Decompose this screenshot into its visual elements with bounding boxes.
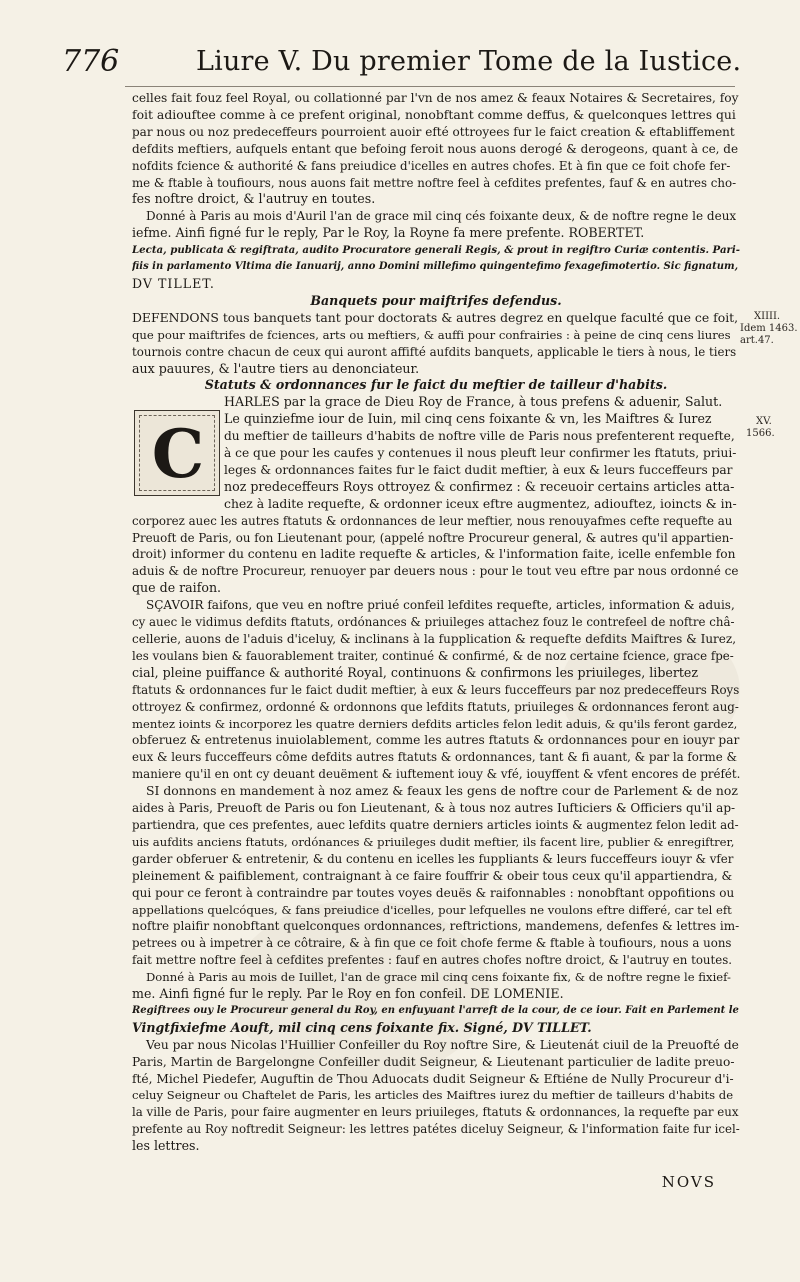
initial-letter: C — [151, 415, 205, 493]
text-line: Preuoft de Paris, ou fon Lieutenant pour, (appelé noftre Procureur general, & autres qu'il appartien- — [132, 530, 734, 545]
text-line: à ce que pour les caufes y contenues il nous pleuft leur confirmer les ftatuts, priui- — [224, 446, 737, 461]
text-line: la ville de Paris, pour faire augmenter en leurs priuileges, ftatuts & ordonnances, la requefte par eux — [132, 1105, 739, 1120]
margin-note-line: XV. — [756, 416, 772, 427]
text-line: cellerie, auons de l'aduis d'iceluy, & inclinans à la fupplication & requefte defdits Maiftres & Iurez, — [132, 632, 737, 646]
text-line: celuy Seigneur ou Chaftelet de Paris, les articles des Maiftres iurez du meftier de tailleurs d'habits de — [132, 1088, 734, 1103]
text-line: obferuez & entretenus inuiolablement, comme les autres ftatuts & ordonnances pour en iouyr par — [132, 733, 740, 748]
text-line: qui pour ce feront à contraindre par toutes voyes deuës & raifonnables : nonobftant oppofitions ou — [132, 885, 735, 900]
text-line: eux & leurs fucceffeurs côme defdits autres ftatuts & ordonnances, tant & fi auant, & par la forme & — [132, 750, 737, 765]
text-line: Veu par nous Nicolas l'Huillier Confeiller du Roy noftre Sire, & Lieutenát ciuil de la Preuofté de — [146, 1037, 739, 1052]
text-line: nofdits fcience & authorité & fans preiudice d'icelles en autres chofes. Et à fin que ce foit chofe fer- — [132, 158, 731, 173]
text-line: SI donnons en mandement à noz amez & feaux les gens de noftre cour de Parlement & de noz — [146, 783, 738, 799]
page-number: 776 — [62, 44, 120, 79]
margin-note-line: 1566. — [746, 428, 775, 439]
text-line: cial, pleine puiffance & authorité Royal, continuons & confirmons les priuileges, libertez — [132, 664, 699, 680]
text-line: mentez ioints & incorporez les quatre derniers defdits articles felon ledit aduis, & qu'ils feront gardez, — [132, 716, 738, 731]
text-line: droit) informer du contenu en ladite requefte & articles, & l'information faite, icelle enfemble fon — [132, 547, 736, 562]
text-line: corporez auec les autres ftatuts & ordonnances de leur meftier, nous renouyafmes cefte requefte au — [132, 513, 733, 528]
registration-line: Vingtfixiefme Aouft, mil cinq cens foixante fix. Signé, DV TILLET. — [132, 1019, 592, 1035]
signature-line: iefme. Ainfi figné fur le reply, Par le Roy, la Royne fa mere prefente. ROBERTET. — [132, 225, 645, 241]
text-line: SÇAVOIR faifons, que veu en noftre priué confeil lefdites requefte, articles, information & aduis, — [146, 598, 735, 613]
margin-note-15 — [746, 416, 775, 440]
catchword: NOVS — [661, 1173, 716, 1191]
text-line: HARLES par la grace de Dieu Roy de France, à tous prefens & aduenir, Salut. — [224, 394, 723, 410]
text-line: que pour maiftrifes de fciences, arts ou meftiers, & auffi pour confrairies : à peine de cinq cens liures — [132, 327, 731, 342]
text-line: prefente au Roy noftredit Seigneur: les lettres patétes diceluy Seigneur, & l'information faite fur icel- — [132, 1122, 740, 1137]
text-line: uis aufdits anciens ftatuts, ordónances & priuileges dudit meftier, ils facent lire, publier & enregiftrer, — [132, 834, 735, 849]
signature-line: DV TILLET. — [132, 275, 215, 291]
text-line: ftatuts & ordonnances fur le faict dudit meftier, à eux & leurs fucceffeurs par noz predeceffeurs Roys — [132, 682, 740, 697]
margin-note-line: XIIII. — [754, 311, 781, 322]
text-line: noftre plaifir nonobftant quelconques ordonnances, reftrictions, mandemens, defenfes & lettres im- — [132, 919, 740, 934]
text-line: Le quinziefme iour de Iuin, mil cinq cens foixante & vn, les Maiftres & Iurez — [224, 411, 712, 427]
section-heading: Statuts & ordonnances fur le faict du meftier de tailleur d'habits. — [204, 377, 668, 393]
text-line: Donné à Paris au mois de Iuillet, l'an de grace mil cinq cens foixante fix, & de noftre regne le fixief- — [146, 970, 731, 985]
text-line: noz predeceffeurs Roys ottroyez & confirmez : & receuoir certains articles atta- — [224, 478, 735, 494]
running-head: Liure V. Du premier Tome de la Iustice. — [196, 46, 742, 77]
margin-note-14 — [740, 311, 798, 347]
text-line: par nous ou noz predeceffeurs pourroient auoir efté ottroyees fur le faict creation & eftabliffement — [132, 124, 735, 139]
text-line: aduis & de noftre Procureur, renuoyer par deuers nous : pour le tout veu eftre par nous ordonné ce — [132, 564, 739, 579]
text-line: celles fait fouz feel Royal, ou collationné par l'vn de nos amez & feaux Notaires & Secretaires, foy — [132, 91, 739, 105]
header-rule — [125, 86, 735, 87]
signature-line: me. Ainfi figné fur le reply. Par le Roy en fon confeil. DE LOMENIE. — [132, 986, 564, 1002]
text-line: les lettres. — [132, 1138, 200, 1154]
text-line: maniere qu'il en ont cy deuant deuëment & iuftement iouy & vfé, iouyffent & vfent encores de préfét. — [132, 767, 740, 782]
text-line: foit adiouftee comme à ce prefent original, nonobftant comme deffus, & quelconques lettres qui — [132, 106, 736, 122]
text-block — [132, 90, 740, 1155]
margin-note-line: art.47. — [740, 335, 774, 346]
text-line: fes noftre droict, & l'autruy en toutes. — [132, 191, 376, 207]
text-line: appellations quelcóques, & fans preiudice d'icelles, pour lefquelles ne voulons eftre differé, car tel eft — [132, 902, 732, 917]
text-line: leges & ordonnances faites fur le faict dudit meftier, à eux & leurs fucceffeurs par — [224, 462, 733, 477]
text-line: partiendra, que ces prefentes, auec lefdits quatre derniers articles ioints & augmentez felon ledit ad- — [132, 817, 739, 832]
latin-registration-line: Lecta, publicata & regiftrata, audito Procuratore generali Regis, & prout in regiftro Curiæ contentis. Pari- — [132, 244, 740, 257]
text-line: cy auec le vidimus defdits ftatuts, ordónances & priuileges attachez fouz le contrefeel de noftre châ- — [132, 615, 735, 630]
text-line: Paris, Martin de Bargelongne Confeiller dudit Seigneur, & Lieutenant particulier de ladite preuo- — [132, 1054, 735, 1069]
text-line: garder obferuer & entretenir, & du contenu en icelles les fuppliants & leurs fucceffeurs iouyr & vfer — [132, 851, 734, 866]
text-line: ottroyez & confirmez, ordonné & ordonnons que lefdits ftatuts, priuileges & ordonnances feront aug- — [132, 699, 739, 714]
text-line: pleinement & paifiblement, contraignant à ce faire fouffrir & obeir tous ceux qu'il appartiendra, & — [132, 868, 733, 883]
text-line: me & ftable à toufiours, nous auons fait mettre noftre feel à cefdites prefentes, fauf & en autres cho- — [132, 175, 737, 190]
text-line: fté, Michel Piedefer, Auguftin de Thou Aduocats dudit Seigneur & Eftiéne de Nully Procureur d'i- — [132, 1071, 734, 1086]
latin-registration-line: fiis in parlamento Vltima die Ianuarij, anno Domini millefimo quingentefimo fexagefimotertio. Sic fignatum, — [132, 261, 739, 273]
text-line: petrees ou à impetrer à ce côtraire, & à fin que ce foit chofe ferme & ftable à toufiours, nous a uons — [132, 936, 732, 951]
margin-note-line: Idem 1463. — [740, 323, 798, 334]
section-heading: Banquets pour maiftrifes defendus. — [310, 292, 562, 308]
text-line: que de raifon. — [132, 580, 222, 596]
text-line: chez à ladite requefte, & ordonner iceux eftre augmentez, adiouftez, ioincts & in- — [224, 495, 737, 511]
text-line: aux pauures, & l'autre tiers au denonciateur. — [132, 360, 420, 376]
text-line: du meftier de tailleurs d'habits de noftre ville de Paris nous prefenterent requefte, — [224, 429, 735, 444]
text-line: tournois contre chacun de ceux qui auront affifté aufdits banquets, applicable le tiers à nous, le tiers — [132, 344, 737, 359]
text-line: les voulans bien & fauorablement traiter, continué & confirmé, & de noz certaine fcience, grace fpe- — [132, 648, 734, 663]
text-line: DEFENDONS tous banquets tant pour doctorats & autres degrez en quelque faculté que ce foit, — [132, 309, 739, 325]
registration-line: Regiftrees ouy le Procureur general du Roy, en enfuyuant l'arreft de la cour, de ce iour. Fait en Parlement le — [132, 1004, 739, 1016]
text-line: aides à Paris, Preuoft de Paris ou fon Lieutenant, & à tous noz autres Iufticiers & Officiers qu'il ap- — [132, 801, 736, 816]
text-line: Donné à Paris au mois d'Auril l'an de grace mil cinq cés foixante deux, & de noftre regne le deux — [146, 209, 737, 224]
text-line: fait mettre noftre feel à cefdites prefentes : fauf en autres chofes noftre droict, & l'autruy en toutes. — [132, 953, 733, 968]
text-line: defdits meftiers, aufquels entant que befoing feroit nous auons derogé & derogeons, quant à ce, de — [132, 141, 739, 156]
